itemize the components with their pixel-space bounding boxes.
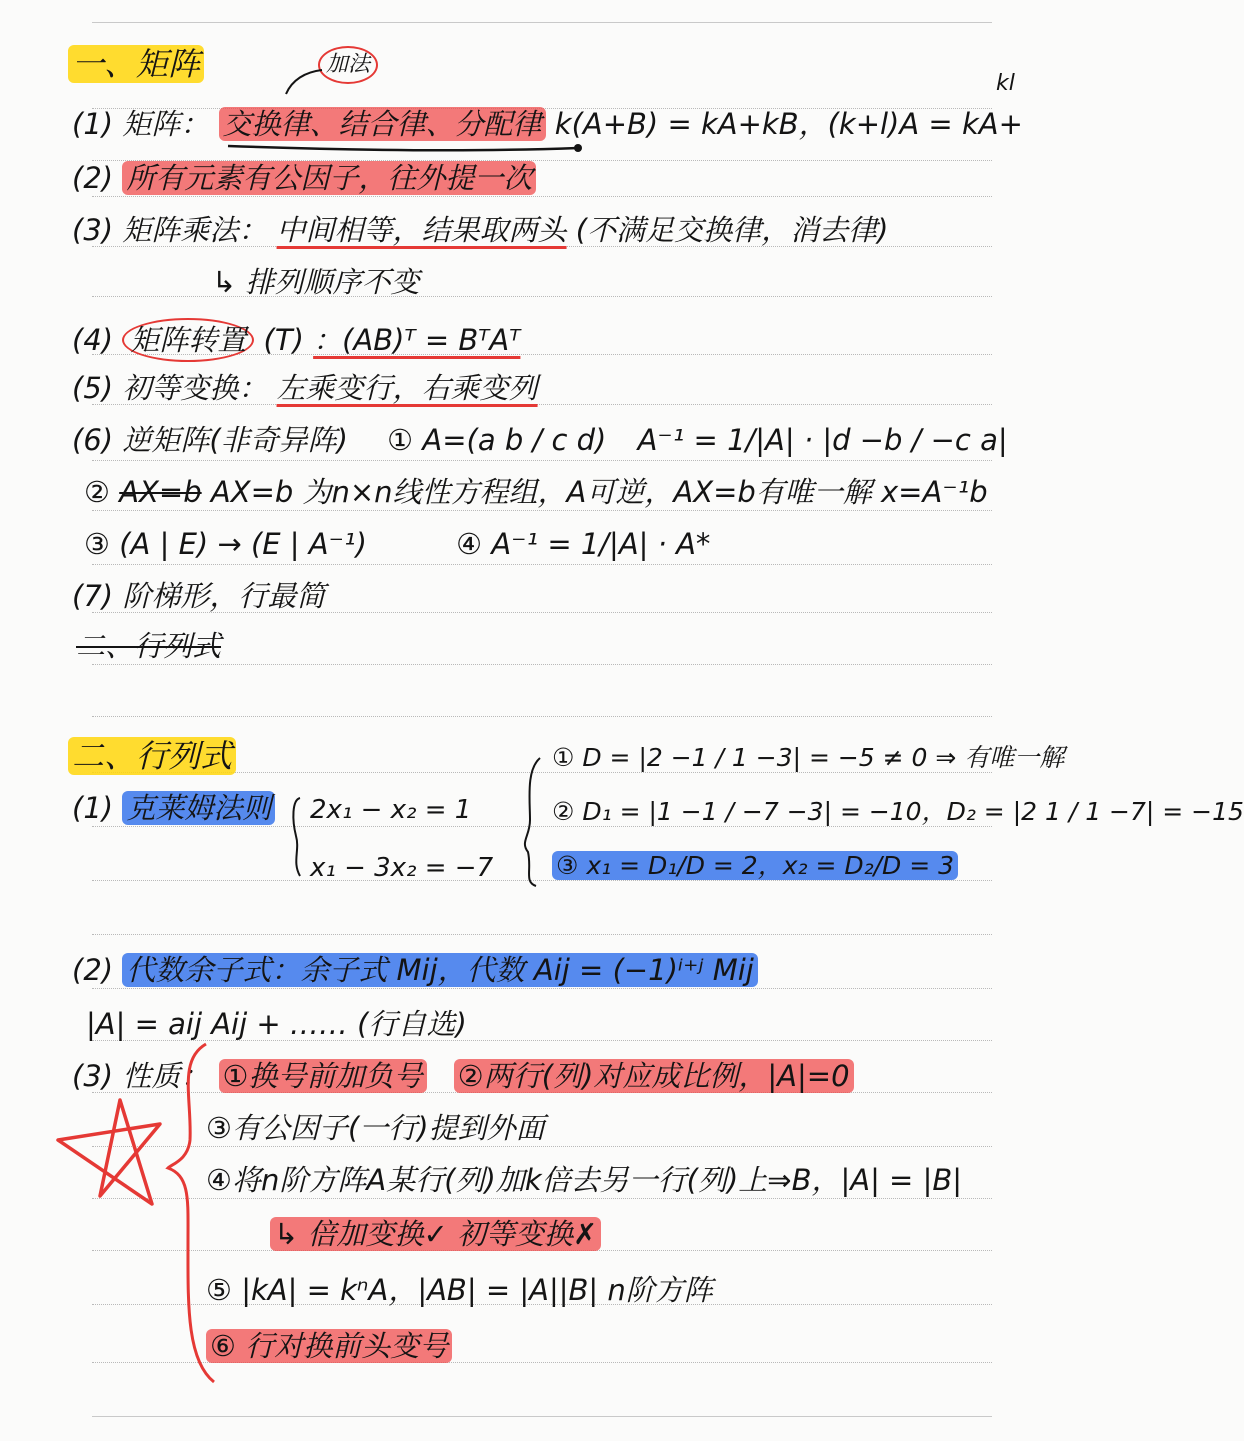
struck-text: AX=b <box>119 475 202 509</box>
item-rest: AX=b 为n×n线性方程组，A可逆，AX=b有唯一解 x=A⁻¹b <box>201 475 988 509</box>
item-label: 性质： <box>122 1059 210 1093</box>
property-3: ③有公因子(一行)提到外面 <box>206 1111 545 1145</box>
item-text: 阶梯形，行最简 <box>122 579 326 613</box>
star-icon <box>58 1100 160 1204</box>
heading-text: 一、矩阵 <box>68 45 204 83</box>
step-text: ③ x₁ = D₁/D = 2，x₂ = D₂/D = 3 <box>552 851 958 880</box>
steps-brace <box>525 758 540 886</box>
equation-1: 2x₁ − x₂ = 1 <box>310 795 472 825</box>
cramer-step-1: ① D = |2 −1 / 1 −3| = −5 ≠ 0 ⇒ 有唯一解 <box>552 743 1065 772</box>
matrix-item-3-sub: ↳ 排列顺序不变 <box>212 265 420 299</box>
bubble-text: 加法 <box>318 46 378 84</box>
item-number: (1) <box>72 791 114 825</box>
formula-3: ③ (A | E) → (E | A⁻¹) <box>84 527 367 561</box>
item-number: (2) <box>72 161 114 195</box>
bubble-arrow <box>286 70 322 94</box>
item-number: (1) <box>72 107 114 141</box>
laws-underline <box>228 146 578 150</box>
item-label: 矩阵： <box>122 107 210 141</box>
item-number: (7) <box>72 579 114 613</box>
note-text: ↳ 倍加变换✓ 初等变换✗ <box>270 1217 601 1251</box>
item-text: 所有元素有公因子，往外提一次 <box>122 161 536 195</box>
item-label: 代数余子式：余子式 Mij，代数 Aij = (−1)ⁱ⁺ʲ Mij <box>122 953 758 987</box>
item-number: (6) <box>72 423 114 457</box>
item-label: 矩阵乘法： <box>122 213 268 247</box>
item-symbol: (T) <box>263 323 304 357</box>
item-rule: 左乘变行，右乘变列 <box>276 371 538 405</box>
item-label: 矩阵转置 <box>122 318 254 362</box>
properties-brace <box>168 1044 214 1382</box>
det-item-2-expansion: |A| = aij Aij + …… (行自选) <box>86 1007 467 1041</box>
item-note: (不满足交换律，消去律) <box>575 213 889 247</box>
item-label: 克莱姆法则 <box>122 791 275 825</box>
property-2: ②两行(列)对应成比例，|A|=0 <box>454 1059 854 1093</box>
item-rule: 中间相等，结果取两头 <box>276 213 567 247</box>
laws-underline-dot <box>574 144 582 152</box>
item-number: (2) <box>72 953 114 987</box>
item-formula: k(A+B) = kA+kB，(k+l)A = kA+ <box>554 107 1023 141</box>
struck-heading: 二、行列式 <box>76 629 222 663</box>
item-number: (3) <box>72 1059 114 1093</box>
item-prefix: ② <box>84 475 120 509</box>
property-5: ⑤ |kA| = kⁿA，|AB| = |A||B| n阶方阵 <box>206 1273 713 1307</box>
property-6-text: ⑥ 行对换前头变号 <box>206 1329 452 1363</box>
heading-text: 二、行列式 <box>68 737 236 775</box>
item-formula: ：(AB)ᵀ = BᵀAᵀ <box>313 323 521 357</box>
formula-2: A⁻¹ = 1/|A| · |d −b / −c a| <box>637 423 1008 457</box>
formula-4: ④ A⁻¹ = 1/|A| · A* <box>456 527 711 561</box>
cramer-step-2: ② D₁ = |1 −1 / −7 −3| = −10，D₂ = |2 1 / 1 −7| = −15 <box>552 797 1244 826</box>
top-note: kl <box>996 71 1015 96</box>
equation-brace <box>293 798 300 876</box>
item-number: (4) <box>72 323 114 357</box>
item-label: 初等变换： <box>122 371 268 405</box>
formula-1: ① A=(a b / c d) <box>387 423 607 457</box>
equation-2: x₁ − 3x₂ = −7 <box>310 853 494 883</box>
property-4: ④将n阶方阵A某行(列)加k倍去另一行(列)上⇒B，|A| = |B| <box>206 1163 963 1197</box>
item-number: (5) <box>72 371 114 405</box>
item-number: (3) <box>72 213 114 247</box>
laws-highlight: 交换律、结合律、分配律 <box>219 107 546 141</box>
item-label: 逆矩阵(非奇异阵) <box>122 423 348 457</box>
property-1: ①换号前加负号 <box>219 1059 427 1093</box>
